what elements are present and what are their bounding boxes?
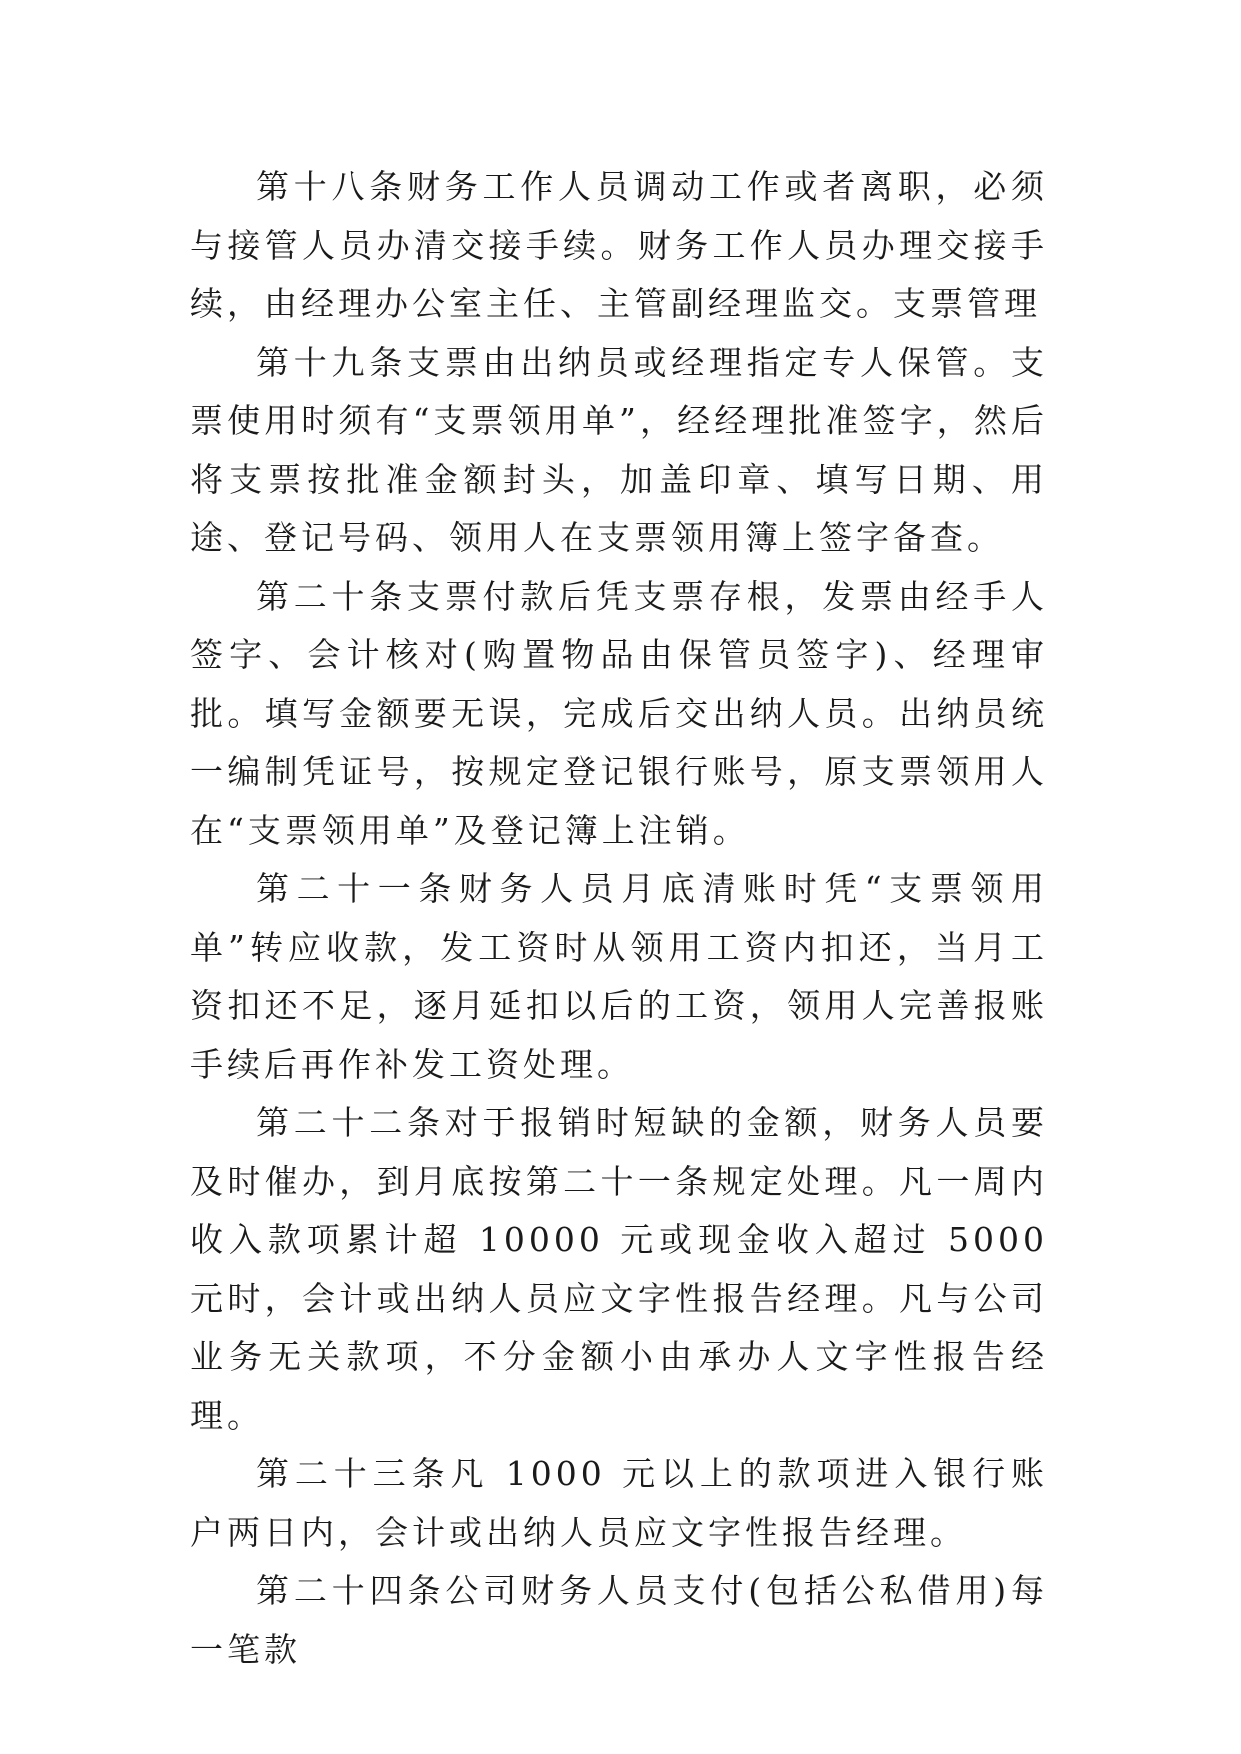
paragraph-article-22: 第二十二条对于报销时短缺的金额，财务人员要及时催办，到月底按第二十一条规定处理。凡一周内收入款项累计超 10000 元或现金收入超过 5000 元时，会计或出纳人员应文字性报告经理。凡与公司业务无关款项，不分金额小由承办人文字性报告经理。 (190, 1103, 1048, 1435)
paragraph-article-20: 第二十条支票付款后凭支票存根，发票由经手人签字、会计核对(购置物品由保管员签字)、经理审批。填写金额要无误，完成后交出纳人员。出纳员统一编制凭证号，按规定登记银行账号，原支票领用人在“支票领用单”及登记簿上注销。 (190, 576, 1048, 850)
paragraph-article-18: 第十八条财务工作人员调动工作或者离职，必须与接管人员办清交接手续。财务工作人员办理交接手续，由经理办公室主任、主管副经理监交。支票管理 (190, 167, 1048, 323)
paragraph-article-24: 第二十四条公司财务人员支付(包括公私借用)每一笔款 (190, 1571, 1048, 1669)
paragraph-article-19: 第十九条支票由出纳员或经理指定专人保管。支票使用时须有“支票领用单”，经经理批准签字，然后将支票按批准金额封头，加盖印章、填写日期、用途、登记号码、领用人在支票领用簿上签字备查。 (190, 342, 1048, 557)
paragraph-article-21: 第二十一条财务人员月底清账时凭“支票领用单”转应收款，发工资时从领用工资内扣还，当月工资扣还不足，逐月延扣以后的工资，领用人完善报账手续后再作补发工资处理。 (190, 869, 1048, 1084)
paragraph-article-23: 第二十三条凡 1000 元以上的款项进入银行账户两日内，会计或出纳人员应文字性报告经理。 (190, 1454, 1048, 1552)
document-body (190, 158, 1048, 1679)
